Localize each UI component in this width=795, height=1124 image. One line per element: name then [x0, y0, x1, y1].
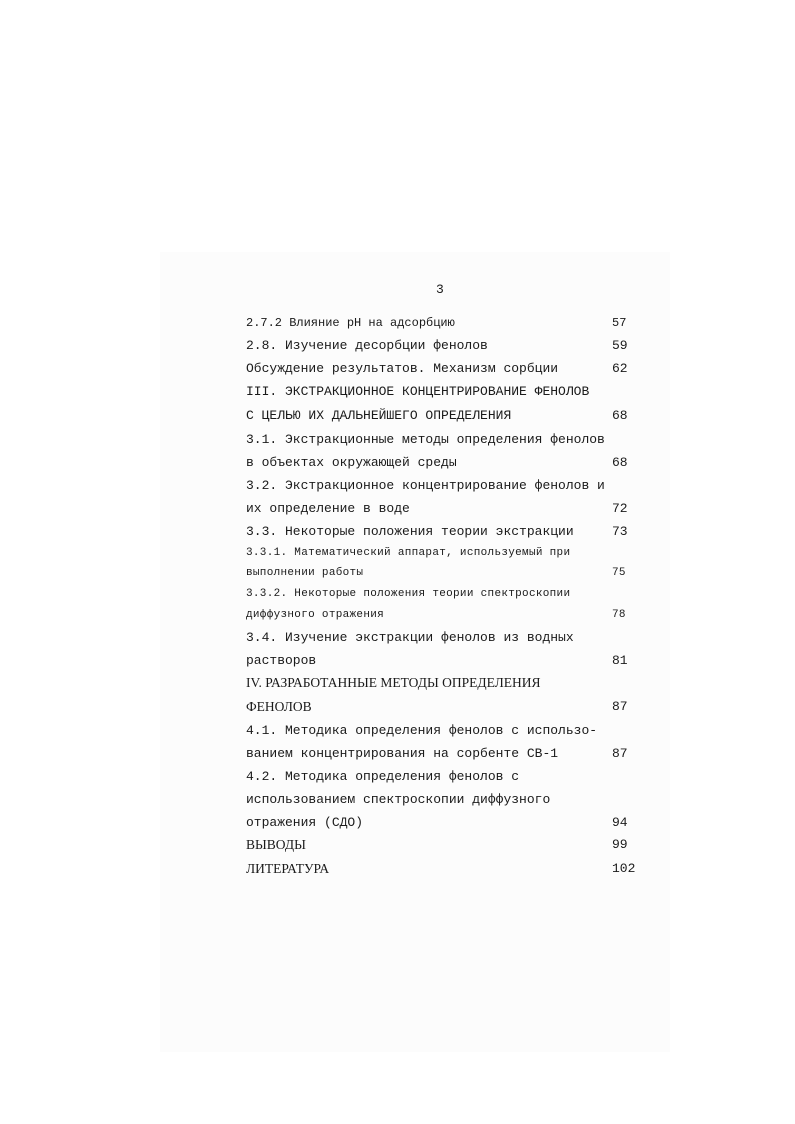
toc-entry-title: выполнении работы: [246, 567, 364, 579]
toc-entry-title: III. ЭКСТРАКЦИОННОЕ КОНЦЕНТРИРОВАНИЕ ФЕНОЛОВ: [246, 384, 590, 399]
toc-entry-page: 87: [612, 746, 628, 761]
toc-entry-page: 94: [612, 815, 628, 830]
toc-entry-title: 3.4. Изучение экстракции фенолов из водных: [246, 630, 574, 645]
toc-entry-title: 3.1. Экстракционные методы определения фенолов: [246, 432, 605, 447]
toc-entry-title: ЛИТЕРАТУРА: [246, 861, 330, 876]
toc-entry-page: 99: [612, 837, 628, 852]
toc-entry-title: ванием концентрирования на сорбенте СВ-1: [246, 746, 559, 761]
toc-entry-title: диффузного отражения: [246, 609, 385, 621]
toc-entry-page: 78: [612, 609, 626, 621]
toc-entry-page: 68: [612, 455, 628, 470]
toc-entry-title: в объектах окружающей среды: [246, 455, 457, 470]
toc-entry-page: 87: [612, 699, 628, 714]
toc-entry-title: Обсуждение результатов. Механизм сорбции: [246, 361, 559, 376]
toc-entry-title: 2.8. Изучение десорбции фенолов: [246, 338, 488, 353]
toc-entry-title: использованием спектроскопии диффузного: [246, 792, 551, 807]
toc-entry-page: 102: [612, 861, 636, 876]
toc-entry-title: растворов: [246, 653, 317, 668]
toc-entry-title: 3.3.2. Некоторые положения теории спектроскопии: [246, 588, 571, 600]
page-number: 3: [436, 282, 444, 297]
toc-entry-title: их определение в воде: [246, 501, 410, 516]
toc-entry-page: 62: [612, 361, 628, 376]
toc-entry-title: отражения (СДО): [246, 815, 364, 830]
toc-entry-title: ВЫВОДЫ: [246, 837, 306, 852]
toc-entry-page: 57: [612, 316, 627, 330]
toc-entry-page: 68: [612, 408, 628, 423]
toc-entry-page: 72: [612, 501, 628, 516]
toc-entry-title: С ЦЕЛЬЮ ИХ ДАЛЬНЕЙШЕГО ОПРЕДЕЛЕНИЯ: [246, 408, 512, 423]
toc-entry-title: 4.1. Методика определения фенолов с использо-: [246, 723, 598, 738]
toc-entry-title: 3.2. Экстракционное концентрирование фенолов и: [246, 478, 605, 493]
toc-entry-title: 2.7.2 Влияние рН на адсорбцию: [246, 316, 455, 330]
toc-entry-title: ФЕНОЛОВ: [246, 699, 312, 714]
toc-entry-title: 3.3. Некоторые положения теории экстракции: [246, 524, 574, 539]
toc-entry-title: 3.3.1. Математический аппарат, используемый при: [246, 547, 571, 559]
toc-entry-page: 59: [612, 338, 628, 353]
toc-entry-title: IV. РАЗРАБОТАННЫЕ МЕТОДЫ ОПРЕДЕЛЕНИЯ: [246, 675, 541, 690]
toc-entry-page: 73: [612, 524, 628, 539]
toc-entry-page: 75: [612, 567, 626, 579]
toc-entry-title: 4.2. Методика определения фенолов с: [246, 769, 520, 784]
toc-entry-page: 81: [612, 653, 628, 668]
